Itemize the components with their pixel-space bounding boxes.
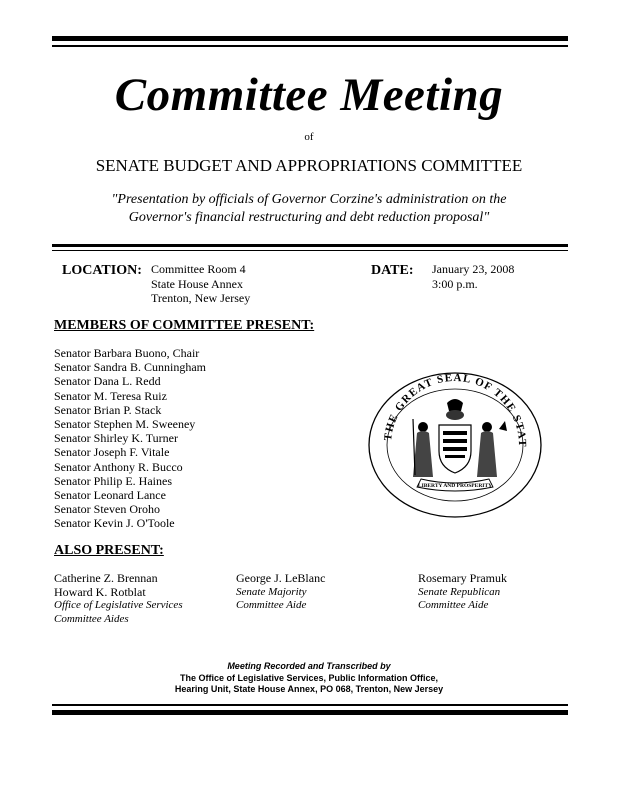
credit-line-3: Hearing Unit, State House Annex, PO 068, Trenton, New Jersey [174,684,444,694]
location-value [151,262,250,306]
subject-line-2: Governor's financial restructuring and debt reduction proposal" [128,210,490,225]
staff-role: Office of Legislative Services [54,599,183,611]
location-label: LOCATION: [62,263,142,278]
credit-line-2: The Office of Legislative Services, Public Information Office, [179,672,439,683]
location-line-1: Committee Room 4 [151,262,246,276]
staff-column-3 [418,572,507,613]
member-item: Senator Barbara Buono, Chair [54,346,200,360]
page-title: Committee Meeting [114,69,504,121]
location-line-3: Trenton, New Jersey [151,291,251,305]
member-item: Senator Joseph F. Vitale [54,445,170,460]
staff-name: Howard K. Rotblat [54,584,146,599]
subject-line-1: "Presentation by officials of Governor Corzine's administration on the [111,192,507,207]
member-item: Senator Kevin J. O'Toole [54,516,175,531]
staff-role: Committee Aide [236,599,307,611]
staff-column-1 [54,572,183,626]
top-rule-thin [52,45,568,47]
staff-name: Rosemary Pramuk [418,571,507,585]
top-rule-thick [52,36,568,41]
committee-name: SENATE BUDGET AND APPROPRIATIONS COMMITTEE [95,156,523,175]
staff-role: Senate Majority [236,585,307,598]
date-label: DATE: [371,263,414,278]
also-present-heading: ALSO PRESENT: [54,543,164,558]
location-line-2: State House Annex [151,276,243,291]
transcription-credit [0,661,618,696]
date-line-1: January 23, 2008 [432,262,515,276]
member-item: Senator Philip E. Haines [54,473,172,488]
date-value [432,262,514,291]
member-item: Senator Leonard Lance [54,487,166,502]
middle-rule-thick [52,244,568,247]
member-item: Senator Steven Oroho [54,502,160,517]
bottom-rule-thin [52,704,568,706]
staff-name: George J. LeBlanc [236,571,326,585]
member-item: Senator Anthony R. Bucco [54,459,183,474]
member-item: Senator Shirley K. Turner [54,431,178,446]
svg-text:THE GREAT SEAL OF THE STATE OF: THE GREAT SEAL OF THE STAT [382,371,529,449]
staff-role: Committee Aides [54,612,129,625]
member-item: Senator Sandra B. Cunningham [54,360,206,375]
date-line-2: 3:00 p.m. [432,276,478,291]
member-item: Senator Dana L. Redd [54,374,161,389]
state-seal [361,369,549,521]
members-list [54,346,206,530]
members-heading: MEMBERS OF COMMITTEE PRESENT: [54,318,315,333]
member-item: Senator M. Teresa Ruiz [54,388,167,403]
credit-line-1: Meeting Recorded and Transcribed by [227,661,391,671]
svg-text:LIBERTY AND PROSPERITY: LIBERTY AND PROSPERITY [417,483,493,489]
member-item: Senator Stephen M. Sweeney [54,416,196,431]
bottom-rule-thick [52,710,568,715]
seal-graphic [361,369,549,521]
staff-role: Committee Aide [418,599,489,611]
meeting-subject [0,191,618,227]
middle-rule-thin [52,250,568,251]
staff-role: Senate Republican [418,585,501,598]
staff-column-2 [236,572,325,613]
staff-name: Catherine Z. Brennan [54,571,158,585]
member-item: Senator Brian P. Stack [54,402,162,417]
of-text: of [304,131,314,143]
